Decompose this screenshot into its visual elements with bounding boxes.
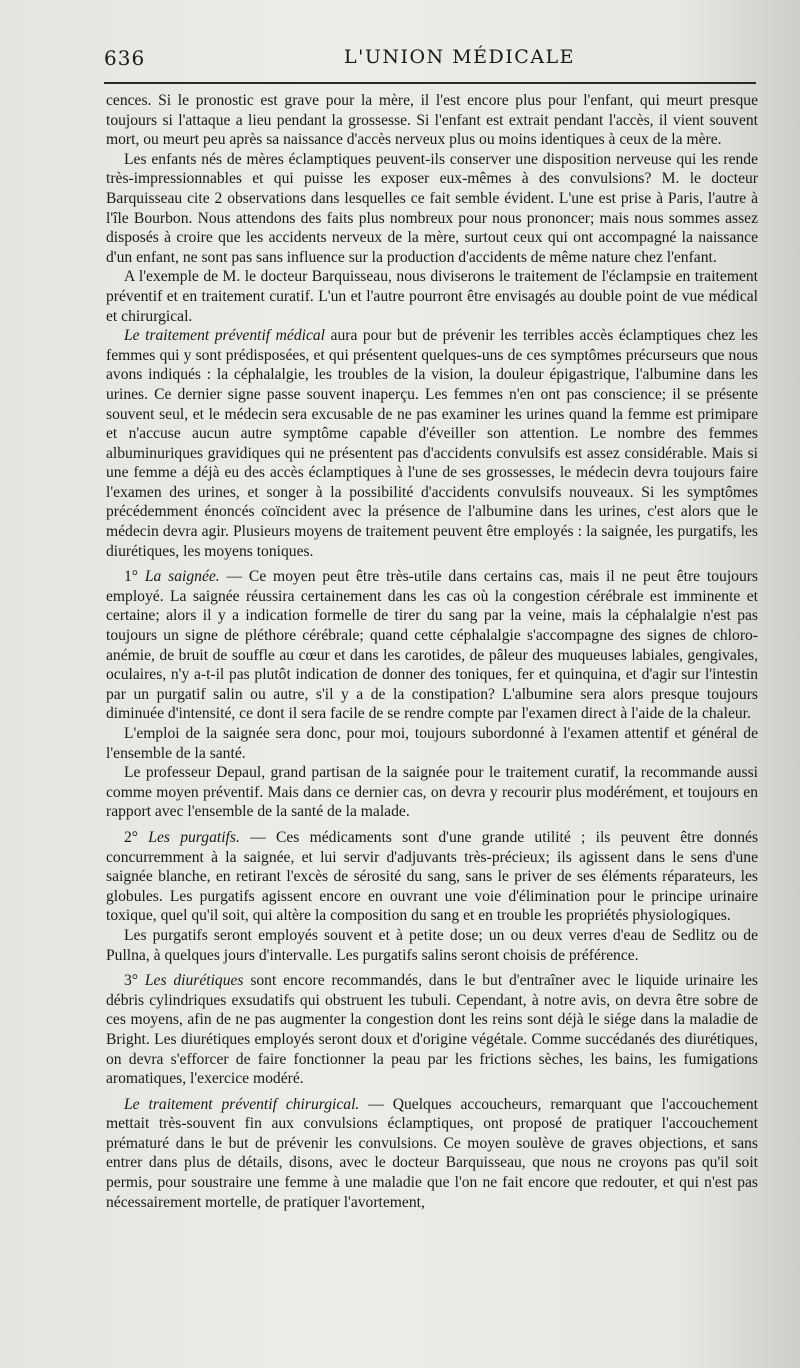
italic-lead: Les purgatifs. xyxy=(148,828,240,846)
page-header xyxy=(104,46,764,76)
paragraph-text: aura pour but de prévenir les terribles accès éclamptiques chez les femmes qui y sont prédisposées, et qui présentent quelques-uns de ces symptômes précurseurs que nous avons indiqués : la céphalalgie, les troubles de la vision, la douleur épigastrique, l'albumine dans les urines. Ce dernier signe passe souvent inaperçu. Les femmes n'en ont pas conscience; il se présente souvent seul, et le médecin sera excusable de ne pas examiner les urines quand la femme est primipare et n'accuse aucun autre symptôme capable d'éveiller son attention. Le nombre des femmes albuminuriques gravidiques qui ne présentent pas d'accidents convulsifs est assez considérable. Mais si une femme a déjà eu des accès éclamptiques à l'une de ses grossesses, le médecin devra toujours faire l'examen des urines, et songer à la possibilité d'accidents convulsifs nouveaux. Si les symptômes précédemment énoncés coïncident avec la présence de l'albumine dans les urines, c'est alors que le médecin devra agir. Plusieurs moyens de traitement peuvent être employés : la saignée, les purgatifs, les diurétiques, les moyens toniques. xyxy=(106,327,758,560)
paragraph: A l'exemple de M. le docteur Barquisseau, nous diviserons le traitement de l'éclampsie en traitement préventif et en traitement curatif. L'un et l'autre pourront être envisagés au double point de vue médical et chirurgical. xyxy=(106,268,758,325)
paragraph xyxy=(106,326,758,561)
body-text xyxy=(106,91,758,1212)
paragraph: Le professeur Depaul, grand partisan de la saignée pour le traitement curatif, la recommande aussi comme moyen préventif. Mais dans ce dernier cas, on devra y recourir plus modérément, et toujours en rapport avec l'ensemble de la santé de la malade. xyxy=(106,764,758,821)
paragraph xyxy=(106,1095,758,1213)
paragraph xyxy=(106,828,758,926)
item-number: 2° xyxy=(124,828,149,846)
running-title: L'UNION MÉDICALE xyxy=(344,46,576,68)
paragraph-text: — Ces médicaments sont d'une grande utilité ; ils peuvent être donnés concurremment à la saignée, et lui servir d'adjuvants très-précieux; ils agissent dans le sens d'une saignée blanche, en retirant l'excès de sérosité du sang, sans le priver de ses éléments réparateurs, les globules. Les purgatifs agissent encore en ouvrant une voie d'élimination pour le principe urinaire toxique, quel qu'il soit, qui altère la composition du sang et en trouble les propriétés physiologiques. xyxy=(106,828,759,925)
italic-lead: La saignée. xyxy=(144,568,220,586)
paragraph: Les enfants nés de mères éclamptiques peuvent-ils conserver une disposition nerveuse qui les rende très-impressionnables et qui puisse les exposer eux-mêmes à des convulsions? M. le docteur Barquisseau cite 2 observations dans lesquelles ce fait semble évident. L'une est prise à Paris, l'autre à l'île Bourbon. Nous attendons des faits plus nombreux pour nous prononcer; mais nous sommes assez disposés à croire que les accidents nerveux de la mère, surtout ceux qui ont accompagné la naissance d'un enfant, ne sont pas sans influence sur la production d'accidents de même nature chez l'enfant. xyxy=(106,150,758,266)
paragraph-text: — Ce moyen peut être très-utile dans certains cas, mais il ne peut être toujours employé. La saignée réussira certainement dans les cas où la congestion cérébrale est imminente et certaine; alors il y a indication formelle de tirer du sang par la veine, mais la céphalalgie n'est pas toujours un signe de pléthore cérébrale; quand cette céphalalgie s'accompagne des signes de chloro-anémie, de bruit de souffle au cœur et dans les carotides, de pâleur des muqueuses labiales, gengivales, oculaires, n'y a-t-il pas plutôt indication de donner des toniques, fer et quinquina, et d'agir sur l'intestin par un purgatif salin ou autre, s'il y a de la constipation? L'albumine sera alors presque toujours diminuée d'intensité, ce dont il sera facile de se rendre compte par l'examen direct à l'aide de la chaleur. xyxy=(106,568,759,723)
paragraph-text: sont encore recommandés, dans le but d'entraîner avec le liquide urinaire les débris cylindriques exsudatifs qui obstruent les tubuli. Cependant, à notre avis, on devra être sobre de ces moyens, afin de ne pas augmenter la congestion dont les reins sont déjà le siége dans la maladie de Bright. Les diurétiques employés seront doux et d'origine végétale. Comme succédanés des diurétiques, on devra s'efforcer de faire fonctionner la peau par les frictions sèches, les bains, les fumigations aromatiques, l'exercice modéré. xyxy=(106,972,758,1088)
italic-lead: Le traitement préventif chirurgical. xyxy=(124,1095,360,1113)
paragraph xyxy=(106,567,758,724)
header-rule xyxy=(104,82,756,84)
paragraph: cences. Si le pronostic est grave pour la mère, il l'est encore plus pour l'enfant, qui meurt presque toujours si l'attaque a lieu pendant la grossesse. Si l'enfant est extrait pendant l'accès, il vient souvent mort, ou meurt peu après sa naissance d'accès nerveux plus ou moins identiques à ceux de la mère. xyxy=(106,92,758,149)
paragraph xyxy=(106,971,758,1089)
item-number: 1° xyxy=(124,568,145,586)
page-number: 636 xyxy=(104,46,146,70)
paragraph: Les purgatifs seront employés souvent et à petite dose; un ou deux verres d'eau de Sedlitz ou de Pullna, à quelques jours d'intervalle. Les purgatifs salins seront choisis de préférence. xyxy=(106,926,758,964)
paragraph: L'emploi de la saignée sera donc, pour moi, toujours subordonné à l'examen attentif et général de l'ensemble de la santé. xyxy=(106,725,758,762)
italic-lead: Les diurétiques xyxy=(144,972,244,990)
italic-lead: Le traitement préventif médical xyxy=(124,327,326,345)
item-number: 3° xyxy=(124,972,145,990)
paragraph-text: — Quelques accoucheurs, remarquant que l'accouchement mettait très-souvent fin aux convulsions éclamptiques, ont proposé de pratiquer l'accouchement prématuré dans le but de prévenir les convulsions. Ce moyen soulève de graves objections, et sans entrer dans plus de détails, disons, avec le docteur Barquisseau, que nous ne croyons pas qu'il soit permis, pour soustraire une femme à une maladie que l'on ne fait encore que redouter, et qui n'est pas nécessairement mortelle, de pratiquer l'avortement, xyxy=(106,1095,759,1211)
